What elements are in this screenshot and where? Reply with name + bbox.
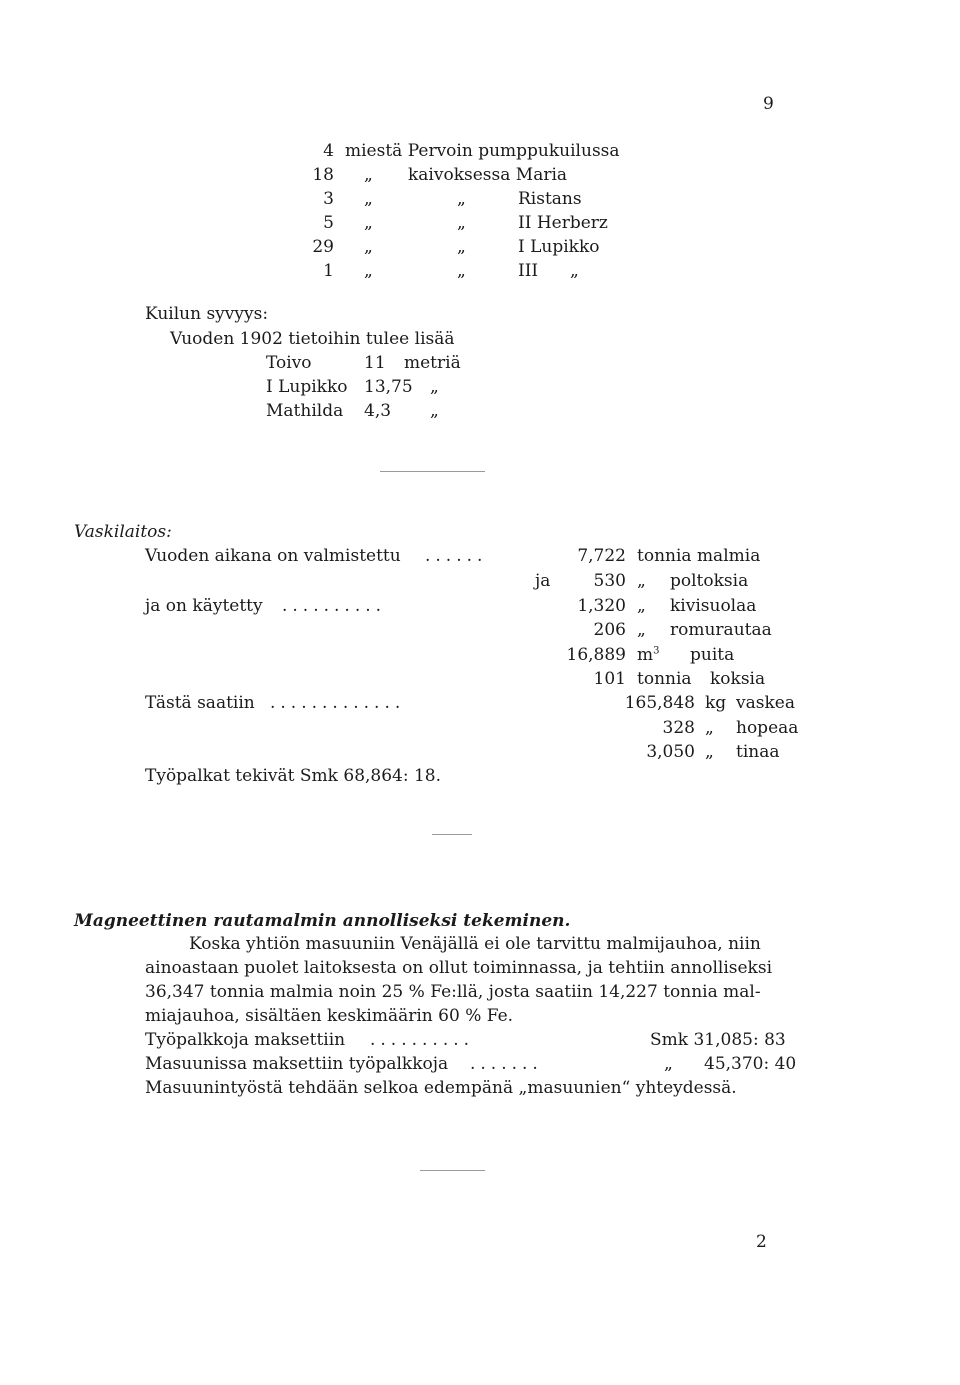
amount-unit: tonnia malmia — [637, 546, 761, 566]
worker-place: miestä Pervoin pumppukuilussa — [345, 141, 620, 161]
smelter-wages-value: 45,370: 40 — [704, 1054, 797, 1074]
ditto-mark: „ — [364, 165, 373, 185]
ditto-mark: „ — [364, 237, 373, 257]
dot-leader: ....... — [470, 1054, 543, 1074]
signature-number: 2 — [756, 1232, 767, 1252]
amount-value: 7,722 — [577, 546, 626, 566]
ditto-mark: „ — [457, 213, 466, 233]
paragraph-line — [145, 1008, 513, 1025]
shaft-depth-unit: „ — [430, 377, 439, 397]
worker-count: 29 — [312, 237, 334, 257]
worker-count: 5 — [323, 213, 334, 233]
shaft-depth-unit: „ — [430, 401, 439, 421]
worker-count: 3 — [323, 189, 334, 209]
intro-text: Vuoden 1902 tietoihin tulee lisää — [170, 329, 455, 349]
dot-leader: .......... — [370, 1030, 475, 1050]
text-part: miajauhoa, sisältäen keskimäärin 60 — [145, 1006, 460, 1026]
ditto-mark: „ — [705, 718, 714, 738]
amount-value: 3,050 — [646, 742, 695, 762]
amount-value: 206 — [593, 620, 626, 640]
smelter-wages-label: Masuunissa maksettiin työpalkkoja — [145, 1054, 449, 1074]
shaft-name: Mathilda — [266, 401, 344, 421]
worker-place: II Herberz — [518, 213, 608, 233]
unit-m: m — [637, 645, 654, 665]
amount-unit: vaskea — [736, 693, 795, 713]
ditto-mark: „ — [705, 742, 714, 762]
amount-value: 16,889 — [566, 645, 626, 665]
wages-label: Työpalkkoja maksettiin — [145, 1030, 346, 1050]
ditto-mark: „ — [457, 261, 466, 281]
dot-leader: .......... — [282, 596, 387, 616]
wages-value: Smk 31,085: 83 — [650, 1030, 786, 1050]
wages-line: Työpalkat tekivät Smk 68,864: 18. — [145, 766, 442, 786]
amount-unit: koksia — [710, 669, 766, 689]
shaft-depth-value: 4,3 — [364, 401, 392, 421]
amount-unit: kivisuolaa — [670, 596, 757, 616]
amount-unit: tinaa — [736, 742, 780, 762]
dot-leader: ............. — [270, 693, 406, 713]
paragraph-line — [145, 984, 761, 1001]
unit-superscript: 3 — [653, 645, 660, 657]
percent-sign: % — [465, 1006, 482, 1026]
section-heading: Magneettinen rautamalmin annolliseksi tekeminen. — [74, 911, 571, 931]
amount-unit: romurautaa — [670, 620, 772, 640]
text-part: Fe. — [486, 1006, 514, 1026]
ditto-mark: „ — [364, 261, 373, 281]
amount-unit: hopeaa — [736, 718, 799, 738]
paragraph-line: Koska yhtiön masuuniin Venäjällä ei ole tarvittu malmijauhoa, niin — [189, 934, 761, 954]
divider — [432, 834, 472, 835]
divider — [420, 1170, 485, 1171]
amount-unit: poltoksia — [670, 571, 749, 591]
ditto-mark: „ — [664, 1054, 673, 1074]
shaft-depth-unit: metriä — [404, 353, 461, 373]
ditto-mark: „ — [637, 596, 646, 616]
shaft-name: Toivo — [266, 353, 312, 373]
ditto-mark: „ — [570, 261, 579, 281]
worker-count: 4 — [323, 141, 334, 161]
section-heading: Kuilun syvyys: — [145, 304, 269, 324]
dot-leader: ...... — [425, 546, 488, 566]
worker-place: Ristans — [518, 189, 582, 209]
paragraph-line: ainoastaan puolet laitoksesta on ollut toiminnassa, ja tehtiin annolliseksi — [145, 958, 773, 978]
ditto-mark: „ — [364, 213, 373, 233]
amount-value: 101 — [593, 669, 626, 689]
unit-word: tonnia — [637, 669, 692, 689]
conjunction: ja — [535, 571, 551, 591]
worker-place: I Lupikko — [518, 237, 600, 257]
section-heading: Vaskilaitos: — [74, 522, 172, 542]
worker-place: III — [518, 261, 539, 281]
percent-sign: % — [408, 982, 425, 1002]
ditto-mark: „ — [364, 189, 373, 209]
worker-count: 1 — [323, 261, 334, 281]
unit-word: kg — [705, 693, 727, 713]
worker-count: 18 — [312, 165, 334, 185]
shaft-depth-value: 11 — [364, 353, 386, 373]
amount-value: 1,320 — [577, 596, 626, 616]
unit-m3 — [637, 647, 660, 664]
ditto-mark: „ — [457, 237, 466, 257]
divider — [380, 471, 485, 472]
amount-value: 165,848 — [624, 693, 695, 713]
closing-line: Masuunintyöstä tehdään selkoa edempänä „masuunien“ yhteydessä. — [145, 1078, 737, 1098]
amount-value: 530 — [593, 571, 626, 591]
shaft-name: I Lupikko — [266, 377, 348, 397]
ditto-mark: „ — [457, 189, 466, 209]
text-part: 36,347 tonnia malmia noin 25 — [145, 982, 404, 1002]
amount-unit: puita — [690, 645, 735, 665]
text-part: Fe:llä, josta saatiin 14,227 tonnia mal- — [430, 982, 761, 1002]
amount-value: 328 — [662, 718, 695, 738]
obtained-label: Tästä saatiin — [145, 693, 255, 713]
page-number: 9 — [763, 94, 774, 114]
produced-label: Vuoden aikana on valmistettu — [145, 546, 401, 566]
worker-place: kaivoksessa Maria — [408, 165, 568, 185]
ditto-mark: „ — [637, 571, 646, 591]
ditto-mark: „ — [637, 620, 646, 640]
shaft-depth-value: 13,75 — [364, 377, 413, 397]
used-label: ja on käytetty — [145, 596, 263, 616]
